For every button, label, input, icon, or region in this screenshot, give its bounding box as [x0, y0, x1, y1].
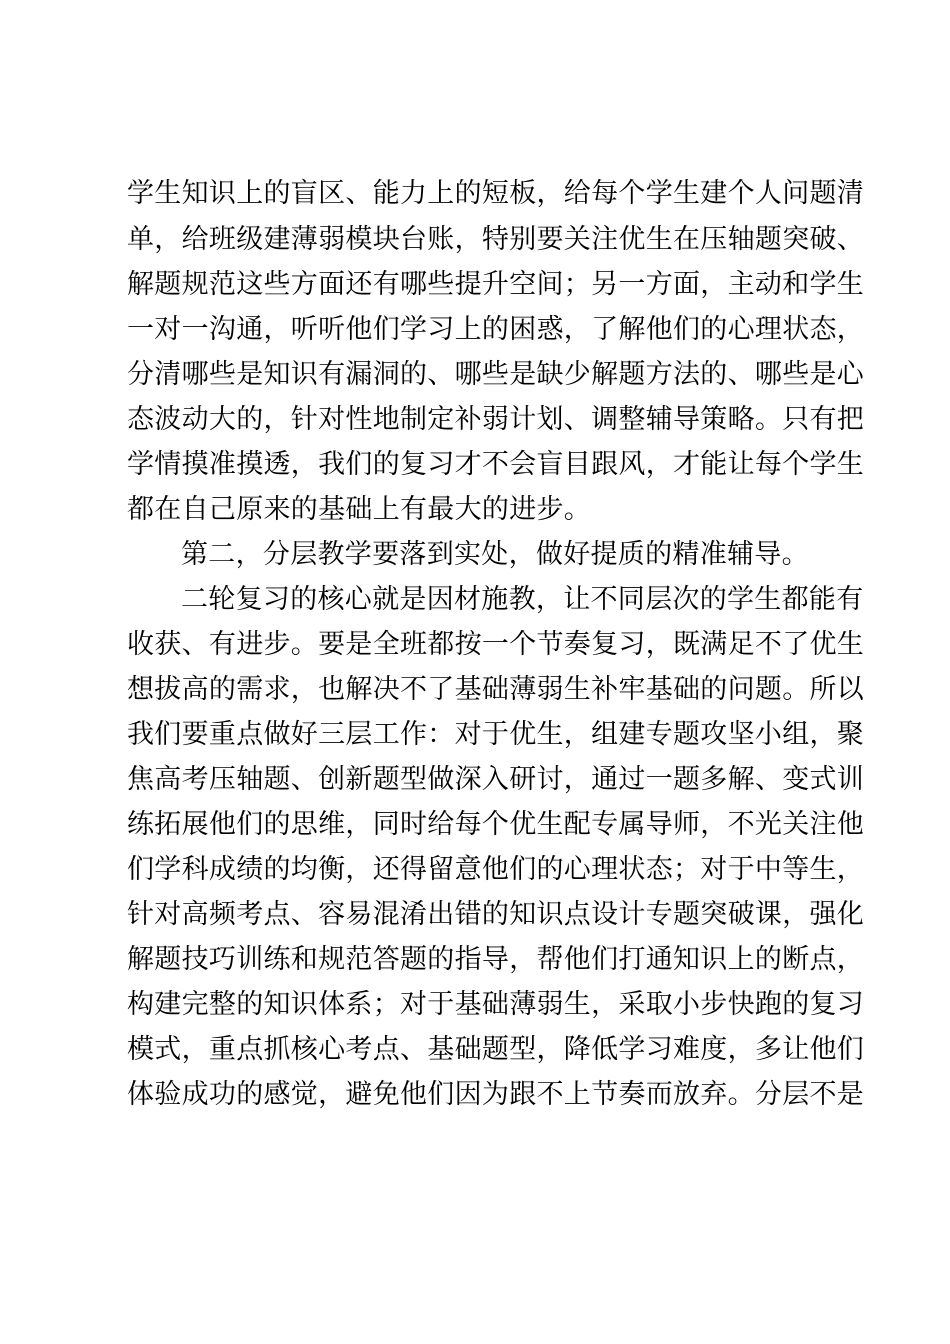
text-line: 二轮复习的核心就是因材施教，让不同层次的学生都能有	[181, 584, 864, 615]
text-line: 学情摸准摸透，我们的复习才不会盲目跟风，才能让每个学生	[127, 449, 865, 480]
text-line: 模式，重点抓核心考点、基础题型，降低学习难度，多让他们	[127, 1034, 865, 1065]
text-line: 分清哪些是知识有漏洞的、哪些是缺少解题方法的、哪些是心	[127, 359, 865, 390]
text-line: 单，给班级建薄弱模块台账，特别要关注优生在压轴题突破、	[127, 224, 865, 255]
text-line: 想拔高的需求，也解决不了基础薄弱生补牢基础的问题。所以	[127, 674, 865, 705]
section-heading: 第二，分层教学要落到实处，做好提质的精准辅导。	[181, 539, 809, 570]
text-line: 们学科成绩的均衡，还得留意他们的心理状态；对于中等生，	[127, 854, 865, 885]
text-line: 收获、有进步。要是全班都按一个节奏复习，既满足不了优生	[127, 629, 865, 660]
text-line: 态波动大的，针对性地制定补弱计划、调整辅导策略。只有把	[127, 404, 865, 435]
text-line: 一对一沟通，听听他们学习上的困惑，了解他们的心理状态，	[127, 314, 865, 345]
text-line: 体验成功的感觉，避免他们因为跟不上节奏而放弃。分层不是	[127, 1079, 865, 1110]
text-line: 针对高频考点、容易混淆出错的知识点设计专题突破课，强化	[127, 899, 865, 930]
text-line: 解题规范这些方面还有哪些提升空间；另一方面，主动和学生	[127, 269, 865, 300]
text-line: 构建完整的知识体系；对于基础薄弱生，采取小步快跑的复习	[127, 989, 865, 1020]
text-line: 学生知识上的盲区、能力上的短板，给每个学生建个人问题清	[127, 178, 865, 209]
text-line: 焦高考压轴题、创新题型做深入研讨，通过一题多解、变式训	[127, 764, 865, 795]
text-line: 练拓展他们的思维，同时给每个优生配专属导师，不光关注他	[127, 809, 865, 840]
text-line: 我们要重点做好三层工作：对于优生，组建专题攻坚小组，聚	[127, 719, 865, 750]
text-line: 解题技巧训练和规范答题的指导，帮他们打通知识上的断点，	[127, 944, 865, 975]
text-line: 都在自己原来的基础上有最大的进步。	[127, 494, 592, 525]
